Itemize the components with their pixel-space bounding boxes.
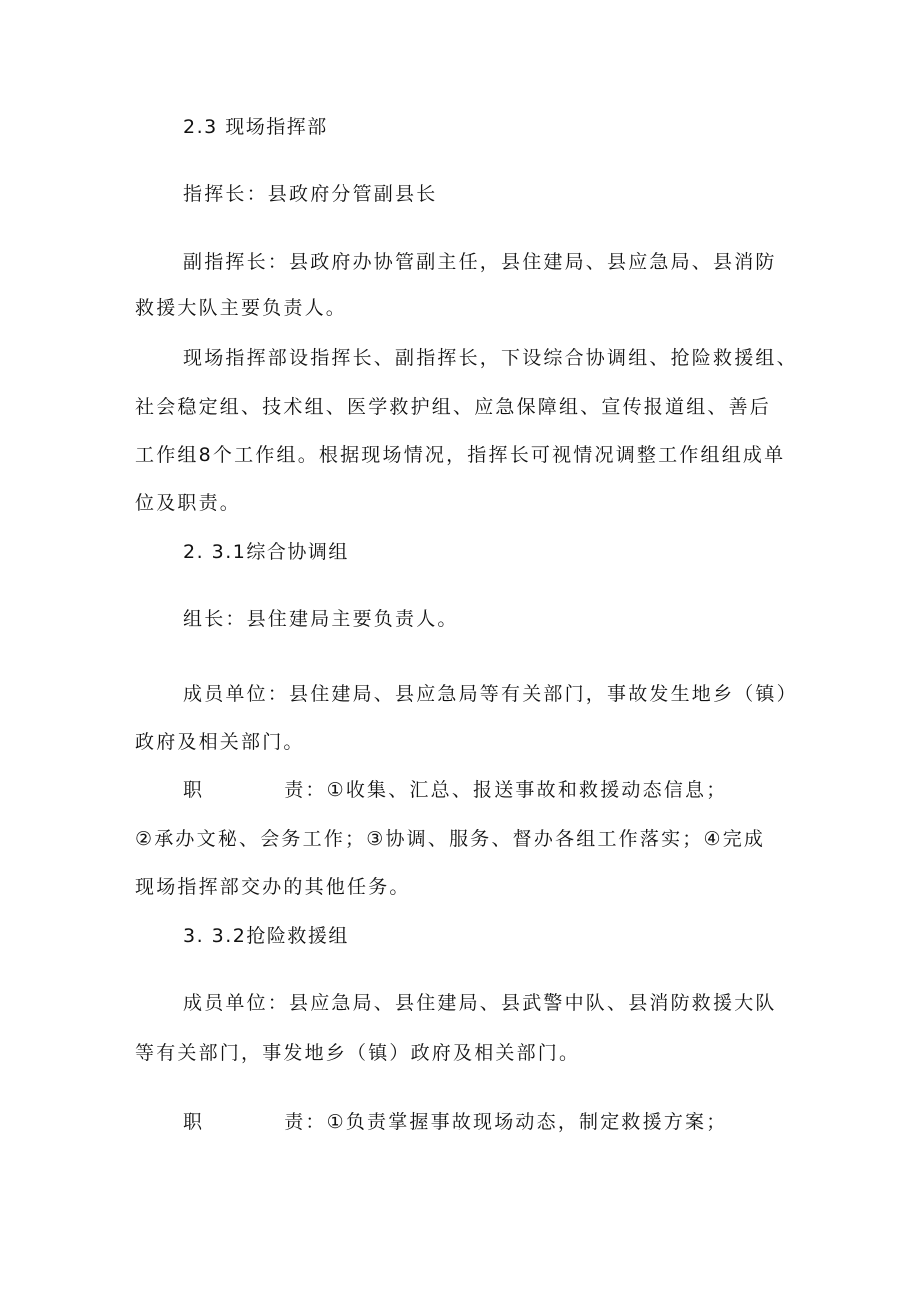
commander-line: 指挥长：县政府分管副县长 [183,183,438,205]
setup-line-2: 社会稳定组、技术组、医学救护组、应急保障组、宣传报道组、善后 [135,396,772,418]
group2-duty-line-1 [183,1110,727,1134]
duty-label-char: 职 [183,779,205,801]
deputy-commander-line-1: 副指挥长：县政府办协管副主任，县住建局、县应急局、县消防 [183,251,777,273]
group1-leader: 组长：县住建局主要负责人。 [183,608,459,630]
group1-duty-line-2: ②承办文秘、会务工作；③协调、服务、督办各组工作落实；④完成 [135,828,766,850]
duty-label-char: 职 [183,1111,205,1133]
group1-members-line-2: 政府及相关部门。 [135,731,305,753]
setup-line-4: 位及职责。 [135,492,242,514]
section-title: 2.3 现场指挥部 [183,116,328,138]
duty-text: 责：①负责掌握事故现场动态，制定救援方案； [284,1111,728,1133]
setup-line-3: 工作组8个工作组。根据现场情况，指挥长可视情况调整工作组组成单 [135,444,786,466]
setup-line-1: 现场指挥部设指挥长、副指挥长，下设综合协调组、抢险救援组、 [183,347,798,369]
group2-members-line-2: 等有关部门，事发地乡（镇）政府及相关部门。 [135,1042,581,1064]
group2-members-line-1: 成员单位：县应急局、县住建局、县武警中队、县消防救援大队 [183,992,777,1014]
group1-members-line-1: 成员单位：县住建局、县应急局等有关部门，事故发生地乡（镇） [183,683,798,705]
group1-duty-line-1 [183,778,727,802]
deputy-commander-line-2: 救援大队主要负责人。 [135,297,348,319]
group1-duty-line-3: 现场指挥部交办的其他任务。 [135,876,411,898]
group1-title: 2. 3.1综合协调组 [183,541,349,563]
group2-title: 3. 3.2抢险救援组 [183,925,349,947]
duty-text: 责：①收集、汇总、报送事故和救援动态信息； [284,779,728,801]
